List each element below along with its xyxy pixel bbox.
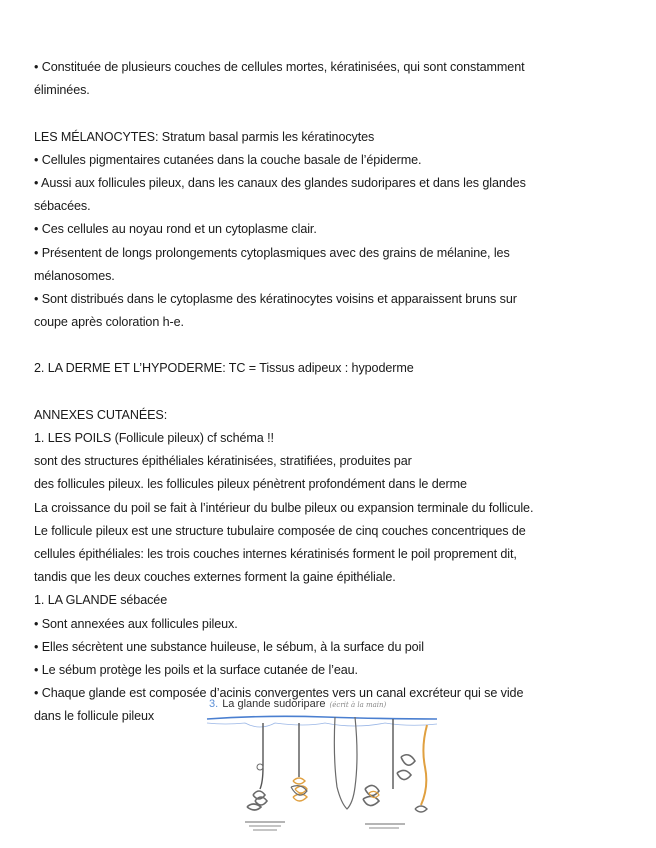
- subheading-glande: 1. LA GLANDE sébacée: [34, 593, 168, 608]
- epidermis-fold: [207, 723, 437, 727]
- text-line: sébacées.: [34, 199, 91, 214]
- text-line: Le follicule pileux est une structure tubulaire composée de cinq couches concentriques de: [34, 523, 526, 538]
- figure-number: 3.: [209, 698, 219, 710]
- text-line: • Cellules pigmentaires cutanées dans la couche basale de l’épiderme.: [34, 152, 422, 167]
- text-line: cellules épithéliales: les trois couches internes kératinisés forment le poil proprement dit,: [34, 546, 517, 561]
- text-line: • Le sébum protège les poils et la surface cutanée de l’eau.: [34, 662, 358, 677]
- coil-gray: [415, 806, 427, 812]
- text-line: • Ces cellules au noyau rond et un cytoplasme clair.: [34, 222, 317, 237]
- text-line: tandis que les deux couches externes forment la gaine épithéliale.: [34, 570, 396, 585]
- text-line: • Constituée de plusieurs couches de cellules mortes, kératinisées, qui sont constamment: [34, 60, 525, 74]
- document-page: [34, 56, 634, 728]
- text-line: • Elles sécrètent une substance huileuse, le sébum, à la surface du poil: [34, 639, 424, 654]
- text-line: • Aussi aux follicules pileux, dans les canaux des glandes sudoripares et dans les glandes: [34, 175, 526, 190]
- text-line: • Sont annexées aux follicules pileux.: [34, 616, 238, 631]
- text-line: sont des structures épithéliales kératinisées, stratifiées, produites par: [34, 454, 412, 469]
- text-line: • Sont distribués dans le cytoplasme des kératinocytes voisins et apparaissent bruns sur: [34, 291, 517, 306]
- text-line: éliminées.: [34, 83, 90, 98]
- text-line: mélanosomes.: [34, 268, 115, 283]
- section-heading-annexes: ANNEXES CUTANÉES:: [34, 407, 168, 422]
- text-line: dans le follicule pileux: [34, 709, 155, 724]
- subheading-poils: 1. LES POILS (Follicule pileux) cf schéma !!: [34, 431, 274, 445]
- follicle-outline: [334, 717, 357, 809]
- skin-surface-line: [207, 716, 437, 719]
- text-line: coupe après coloration h-e.: [34, 315, 184, 330]
- text-line: • Chaque glande est composée d’acinis convergentes vers un canal excréteur qui se vide: [34, 686, 524, 701]
- text-line: • Présentent de longs prolongements cytoplasmiques avec des grains de mélanine, les: [34, 245, 510, 260]
- coil-gray: [247, 791, 267, 810]
- text-line: La croissance du poil se fait à l’intérieur du bulbe pileux ou expansion terminale du follicule.: [34, 500, 534, 515]
- section-heading-derme: 2. LA DERME ET L’HYPODERME: TC = Tissus adipeux : hypoderme: [34, 361, 414, 376]
- duct-line: [260, 723, 263, 789]
- figure-title-text: La glande sudoripare: [222, 698, 326, 710]
- sweat-gland-diagram: [205, 697, 438, 839]
- text-line: des follicules pileux. les follicules pileux pénètrent profondément dans le derme: [34, 477, 467, 492]
- figure-handwritten-note: (écrit à la main): [329, 701, 387, 709]
- duct-orange: [421, 725, 427, 805]
- sweat-gland-figure: [205, 697, 438, 839]
- coil-gray: [397, 755, 415, 780]
- section-heading-melanocytes: LES MÉLANOCYTES: Stratum basal parmis les kératinocytes: [34, 129, 375, 144]
